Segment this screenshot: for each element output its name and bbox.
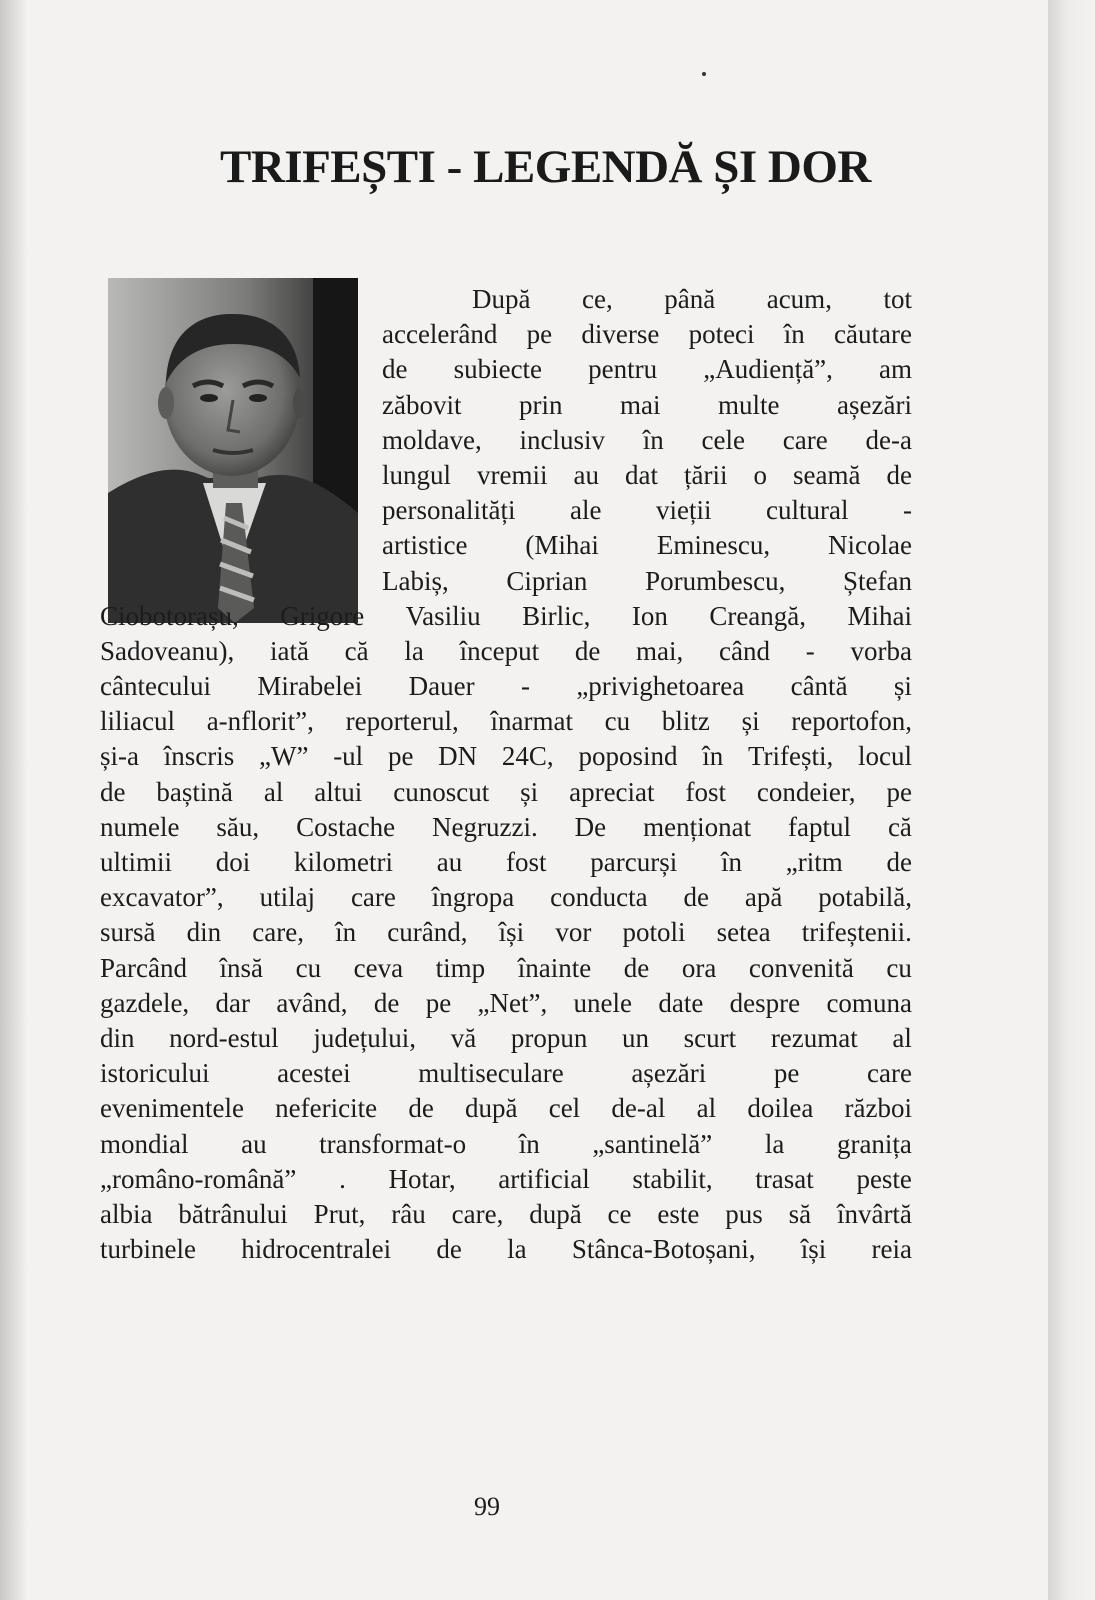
word: dar [215,987,250,1018]
word: o [753,459,767,490]
word: Ștefan [843,565,912,596]
word: Nicolae [828,530,912,561]
word: vieții [655,495,712,526]
word: în [642,424,664,455]
word: Eminescu, [656,530,771,561]
word: accelerând [382,319,498,350]
word: „româno-română” [100,1163,297,1194]
word: mai, [636,635,684,666]
word: „Net”, [477,987,548,1018]
word: granița [836,1128,912,1159]
word: Stânca-Botoșani, [571,1234,756,1265]
text-line [382,352,912,387]
word: . [339,1163,346,1194]
word: altui [314,776,363,807]
word: transformat-o [319,1128,467,1159]
word: „W” [258,741,309,772]
word: vorba [850,635,912,666]
text-line [100,634,912,669]
page-number: 99 [474,1492,500,1521]
word: un [622,1022,650,1053]
text-line [100,810,912,845]
word: înarmat [490,706,573,737]
article-title: TRIFEȘTI - LEGENDĂ ȘI DOR [220,141,871,193]
word: la [764,1128,785,1159]
text-line [382,423,912,458]
word: pentru [588,354,658,385]
word: cele [701,424,745,455]
word: Trifești, [747,741,834,772]
text-line [382,282,912,317]
word: locul [858,741,912,772]
word: Birlic, [522,600,591,631]
word: personalități [382,495,516,526]
word: Dauer [408,671,475,702]
word: pe [886,776,912,807]
word: multiseculare [418,1058,564,1089]
word: turbinele [100,1234,196,1265]
word: își [498,917,525,948]
word: conducta [550,882,648,913]
word: ceva [353,952,404,983]
text-line [100,739,912,774]
word: cel [548,1093,581,1124]
word: Ion [631,600,668,631]
word: așezări [837,389,912,420]
word: curând, [387,917,468,948]
word: în [518,1128,540,1159]
word: din [186,917,222,948]
text-line [382,493,912,528]
text-line [382,458,912,493]
word: 24C, [501,741,554,772]
word: de [373,987,400,1018]
text-line [100,1127,912,1162]
text-line [100,775,912,810]
word: ale [569,495,602,526]
word: că [887,811,912,842]
word: de [623,952,650,983]
word: care [350,882,396,913]
word: că [344,635,369,666]
text-line [100,1197,912,1232]
word: blitz [661,706,710,737]
word: din [100,1022,135,1053]
word: pe [773,1058,800,1089]
word: Labiș, [382,565,449,596]
text-line [100,915,912,950]
word: după [465,1093,518,1124]
word: unele [573,987,633,1018]
word: până [664,284,716,314]
word: subiecte [453,354,543,385]
word: în [335,917,357,948]
word: de [436,1234,462,1265]
word: pus [725,1198,763,1229]
word: după [529,1198,582,1229]
word: reia [871,1234,912,1265]
text-line [100,1232,912,1267]
word: cultural [766,495,849,526]
word: vă [450,1022,477,1053]
word: „privighetoarea [576,671,745,702]
word: care [867,1058,912,1089]
word: nord-estul [169,1022,279,1053]
word: Hotar, [388,1163,456,1194]
word: la [507,1234,527,1265]
word: său, [216,811,260,842]
word: județului, [313,1022,417,1053]
word: „Audiență”, [703,354,833,385]
word: inclusiv [519,424,605,455]
word: au [436,847,463,877]
word: al [892,1022,912,1053]
word: vor [555,917,592,948]
text-line [100,1021,912,1056]
word: și [893,671,912,702]
word: ultimii [100,847,173,877]
word: pe [387,741,414,772]
word: -ul [333,741,364,772]
text-line [382,317,912,352]
word: își [800,1234,827,1265]
word: stabilit, [632,1163,713,1194]
text-line [100,880,912,915]
word: timp [435,952,486,983]
word: (Mihai [525,530,599,561]
word: înainte [517,952,592,983]
word: gazdele, [100,987,190,1018]
word: convenită [748,952,854,983]
word: potabilă, [818,882,912,913]
word: care [782,424,828,455]
word: despre [729,987,801,1018]
word: peste [856,1163,912,1194]
word: de [574,635,601,666]
word: - [805,635,815,666]
word: Grigore [280,600,365,631]
word: care, [252,917,304,948]
word: menționat [643,811,752,842]
word: vremii [477,459,548,490]
word: în [702,741,724,772]
text-line [100,599,912,634]
word: faptul [788,811,851,842]
word: este [657,1198,700,1229]
word: trifeștenii. [801,917,912,948]
word: la [404,635,424,666]
word: dat [624,459,658,490]
word: propun [510,1022,588,1053]
word: cu [886,952,912,983]
word: reportofon, [791,706,912,737]
word: pe [526,319,553,350]
word: Negruzzi. [432,811,538,842]
text-line [382,564,912,599]
word: excavator”, [100,882,224,913]
word: prin [519,389,563,420]
word: baștină [156,776,233,807]
word: evenimentele [100,1093,244,1124]
word: îngropa [431,882,515,913]
word: potoli [622,917,686,948]
word: Ciprian [506,565,588,596]
word: cântă [790,671,848,702]
word: țării [683,459,728,490]
word: diverse [581,319,660,350]
word: război [844,1093,912,1124]
text-line [100,704,912,739]
word: așezări [631,1058,707,1089]
word: scurt [683,1022,737,1053]
word: „ritm [785,847,843,877]
word: a-nflorit”, [206,706,314,737]
word: când [719,635,770,666]
word: fost [506,847,547,877]
word: doi [215,847,251,877]
word: în [783,319,805,350]
word: setea [716,917,771,948]
word: albia [100,1198,153,1229]
word: bătrânului [178,1198,288,1229]
text-line [100,669,912,704]
text-line [100,951,912,986]
word: mai [620,389,661,420]
word: de [683,882,709,913]
word: cunoscut [393,776,490,807]
word: râu [391,1198,426,1229]
word: tot [883,284,912,314]
word: parcurși [590,847,678,877]
word: acestei [277,1058,351,1089]
word: acum, [766,284,832,314]
word: Creangă, [709,600,807,631]
word: iată [269,635,309,666]
word: Ciobotorașu, [100,600,239,631]
text-line [100,1162,912,1197]
word: cu [604,706,631,737]
word: „santinelă” [592,1128,713,1159]
text-line [100,1056,912,1091]
word: învârtă [836,1198,912,1229]
word: apă [744,882,783,913]
word: mondial [100,1128,189,1159]
print-speck [702,72,706,76]
word: doilea [747,1093,814,1124]
article-body [100,282,912,1267]
word: - [902,495,912,526]
word: artificial [498,1163,590,1194]
word: în [720,847,742,877]
word: numele [100,811,180,842]
word: poposind [578,741,678,772]
word: cu [295,952,322,983]
word: sursă [100,917,156,948]
word: comuna [826,987,912,1018]
word: date [658,987,704,1018]
word: de-a [865,424,912,455]
word: cântecului [100,671,211,702]
next-page-edge [1048,0,1095,1600]
word: ce [607,1198,632,1229]
word: lungul [382,459,452,490]
word: au [241,1128,267,1159]
word: seamă [792,459,861,490]
binding-shadow [0,0,28,1600]
word: căutare [834,319,912,350]
word: liliacul [100,706,175,737]
word: kilometri [294,847,394,877]
word: poteci [688,319,755,350]
word: De [574,811,607,842]
word: condeier, [756,776,856,807]
word: reporterul, [345,706,459,737]
word: și [741,706,760,737]
word: trasat [755,1163,814,1194]
word: Vasiliu [405,600,481,631]
word: înscris [163,741,235,772]
word: și [520,776,539,807]
word: nefericite [275,1093,378,1124]
word: de-al [611,1093,666,1124]
word: DN [438,741,478,772]
word: pe [425,987,452,1018]
word: de [886,459,912,490]
word: care, [451,1198,504,1229]
word: apreciat [569,776,655,807]
word: al [696,1093,717,1124]
word: istoricului [100,1058,210,1089]
word: Mirabelei [257,671,363,702]
word: fost [685,776,726,807]
word: Parcând [100,952,187,983]
word: Costache [296,811,396,842]
word: Sadoveanu), [100,635,235,666]
word: început [459,635,540,666]
word: având, [276,987,348,1018]
word: de [408,1093,434,1124]
word: Mihai [847,600,912,631]
word: Porumbescu, [645,565,786,596]
word: și-a [100,741,139,772]
word: am [879,354,912,385]
word: multe [718,389,780,420]
word: ora [681,952,717,983]
word: însă [219,952,264,983]
word: au [573,459,599,490]
word: zăbovit [382,389,462,420]
text-line [100,1091,912,1126]
word: moldave, [382,424,482,455]
word: să [788,1198,812,1229]
word: artistice [382,530,468,561]
word: de [100,776,126,807]
text-line [100,845,912,880]
word: de [886,847,912,877]
word: hidrocentralei [241,1234,392,1265]
word: După [472,284,531,314]
word: rezumat [770,1022,858,1053]
text-line [382,388,912,423]
word: ce, [582,284,613,314]
word: utilaj [259,882,316,913]
word: Prut, [313,1198,366,1229]
word: al [263,776,284,807]
word: - [520,671,530,702]
word: de [382,354,408,385]
text-line [382,528,912,563]
text-line [100,986,912,1021]
